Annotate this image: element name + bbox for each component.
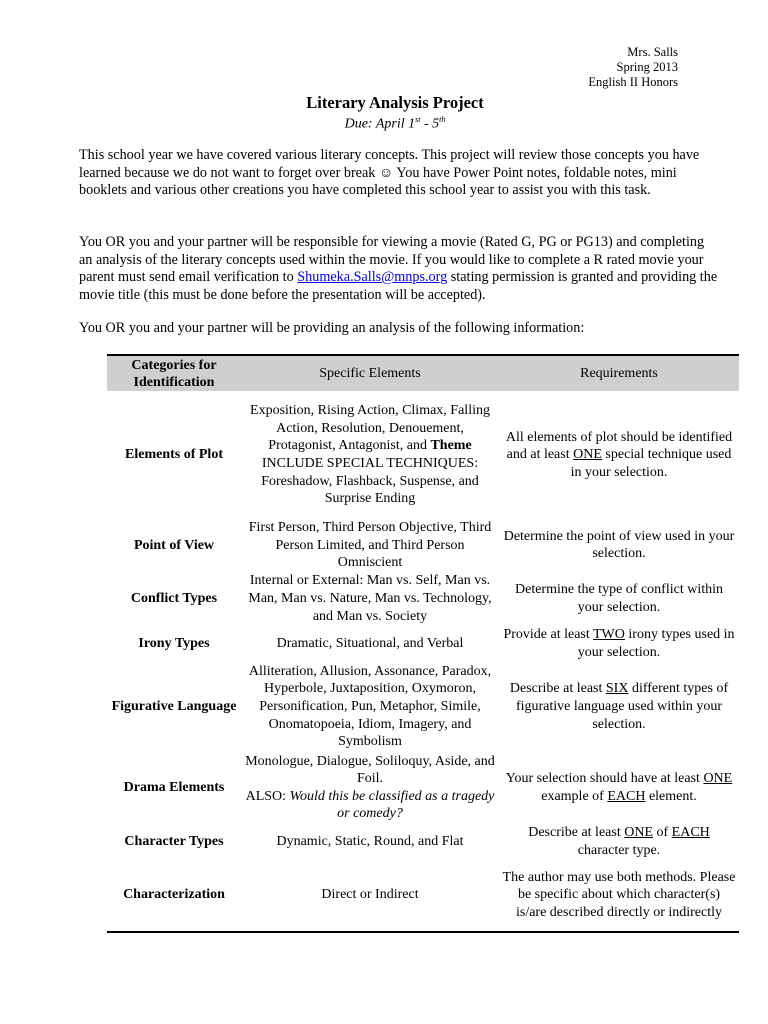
table-row bbox=[107, 626, 739, 662]
table-row bbox=[107, 824, 739, 860]
elements-cell: Dramatic, Situational, and Verbal bbox=[276, 635, 464, 651]
category-cell: Elements of Plot bbox=[125, 447, 223, 463]
category-cell: Character Types bbox=[124, 833, 224, 849]
requirements-cell: Describe at least SIX different types of figurative language used within your selection. bbox=[509, 681, 729, 732]
requirements-cell: The author may use both methods. Please be specific about which character(s) is/are described directly or indirectly bbox=[499, 860, 739, 932]
requirements-cell: Provide at least TWO irony types used in your selection. bbox=[503, 627, 735, 660]
due-date: Due: April 1st - 5th bbox=[344, 115, 446, 132]
elements-cell: Exposition, Rising Action, Climax, Falling Action, Resolution, Denouement, Protagonist, Antagonist, and Theme INCLUDE SPECIAL TECHNIQUES: Foreshadow, Flashback, Suspense, and Surprise Ending bbox=[250, 403, 490, 507]
table-row bbox=[107, 519, 739, 572]
term: Spring 2013 bbox=[616, 60, 678, 74]
requirements-cell: Your selection should have at least ONE example of EACH element. bbox=[505, 771, 733, 804]
requirements-cell: Describe at least ONE of EACH character type. bbox=[528, 825, 710, 858]
table-row bbox=[107, 752, 739, 824]
requirements-cell: Determine the point of view used in your selection. bbox=[503, 528, 735, 562]
elements-cell: Monologue, Dialogue, Soliloquy, Aside, and Foil. ALSO: Would this be classified as a tragedy or comedy? bbox=[245, 753, 495, 822]
elements-cell: Dynamic, Static, Round, and Flat bbox=[276, 833, 464, 849]
header-info bbox=[588, 45, 678, 90]
movie-paragraph: You OR you and your partner will be responsible for viewing a movie (Rated G, PG or PG13) and completing an analysis of the literary concepts used within the movie. If you would like to complete a R rated movie your parent must send email verification to Shumeka.Salls@mnps.org stating permission is granted and providing the movie title (this must be done before the presentation will be accepted). bbox=[79, 234, 718, 303]
requirements-table bbox=[107, 354, 739, 933]
email-link[interactable]: Shumeka.Salls@mnps.org bbox=[297, 269, 448, 285]
category-cell: Figurative Language bbox=[111, 698, 237, 714]
header-requirements: Requirements bbox=[499, 355, 739, 391]
category-cell: Point of View bbox=[133, 537, 215, 553]
intro-paragraph: This school year we have covered various literary concepts. This project will review those concepts you have learned because we do not want to forget over break ☺ You have Power Point notes, foldable notes, mini booklets and various other creations you have completed this school year to assist you with this task. bbox=[79, 147, 700, 198]
category-cell: Drama Elements bbox=[123, 779, 225, 795]
elements-cell: Internal or External: Man vs. Self, Man vs. Man, Man vs. Nature, Man vs. Technology, and Man vs. Society bbox=[248, 573, 492, 624]
requirements-cell: Determine the type of conflict within your selection. bbox=[515, 582, 723, 615]
requirements-cell: All elements of plot should be identified and at least ONE special technique used in your selection. bbox=[505, 429, 733, 480]
teacher-name: Mrs. Salls bbox=[627, 45, 678, 59]
table-header-row bbox=[107, 355, 739, 391]
category-cell: Characterization bbox=[107, 860, 241, 932]
course-name: English II Honors bbox=[588, 75, 678, 89]
header-elements: Specific Elements bbox=[241, 355, 499, 391]
page-title: Literary Analysis Project bbox=[306, 93, 484, 112]
elements-cell: Direct or Indirect bbox=[241, 860, 499, 932]
table-row bbox=[107, 391, 739, 519]
table-row bbox=[107, 662, 739, 752]
table-row bbox=[107, 572, 739, 626]
header-categories: Categories for Identification bbox=[107, 355, 241, 391]
elements-cell: Alliteration, Allusion, Assonance, Paradox, Hyperbole, Juxtaposition, Oxymoron, Personification, Pun, Metaphor, Simile, Onomatopoeia, Idiom, Imagery, and Symbolism bbox=[248, 663, 492, 750]
elements-cell: First Person, Third Person Objective, Third Person Limited, and Third Person Omniscient bbox=[248, 520, 492, 571]
table-row bbox=[107, 860, 739, 932]
category-cell: Irony Types bbox=[138, 635, 210, 651]
category-cell: Conflict Types bbox=[130, 590, 218, 606]
analysis-intro: You OR you and your partner will be providing an analysis of the following information: bbox=[79, 320, 585, 336]
